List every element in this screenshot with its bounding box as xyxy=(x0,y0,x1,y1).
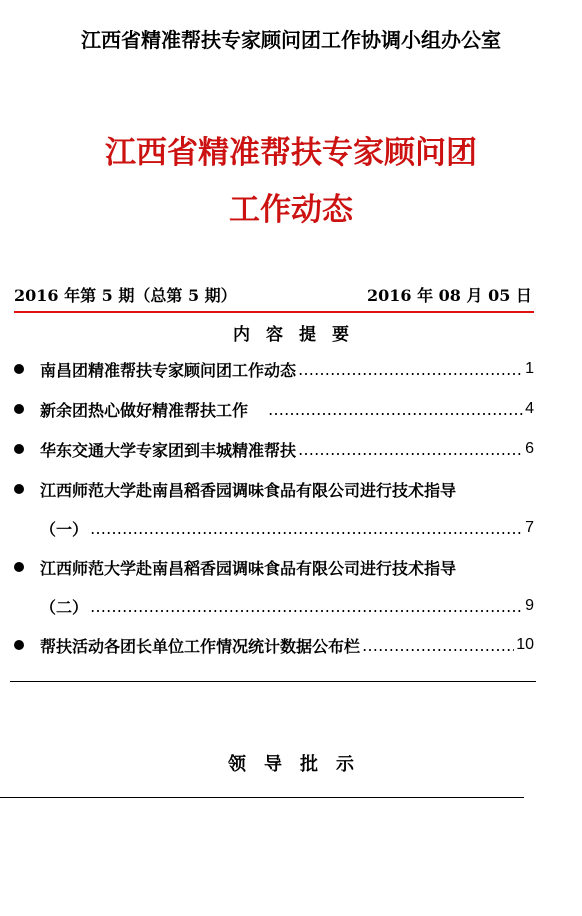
toc-page-number: 1 xyxy=(525,360,534,377)
issue-number: 2016 年第 5 期（总第 5 期） xyxy=(14,286,237,305)
toc-page-number: 9 xyxy=(525,597,534,614)
toc-item-title: 新余团热心做好精准帮扶工作 xyxy=(40,400,249,420)
toc-page-number: 7 xyxy=(525,519,534,536)
toc-item-title: 江西师范大学赴南昌稻香园调味食品有限公司进行技术指导 xyxy=(40,558,457,578)
toc-item[interactable] xyxy=(14,397,534,421)
bulletin-title-line1: 江西省精准帮扶专家顾问团 xyxy=(105,135,477,171)
toc-item[interactable] xyxy=(14,633,534,657)
dot-leader xyxy=(268,400,523,419)
toc-item-continuation[interactable] xyxy=(14,516,534,540)
toc-item-title: 华东交通大学专家团到丰城精准帮扶 xyxy=(40,440,297,460)
toc-item[interactable] xyxy=(14,437,534,461)
toc-item-suffix: （二） xyxy=(40,597,89,617)
issuing-office: 江西省精准帮扶专家顾问团工作协调小组办公室 xyxy=(81,28,501,52)
dot-leader xyxy=(90,519,523,538)
bulletin-title-line2: 工作动态 xyxy=(229,192,353,228)
bullet-icon xyxy=(14,562,24,572)
toc-item[interactable] xyxy=(14,555,534,579)
toc-page-number: 6 xyxy=(525,440,534,457)
bullet-icon xyxy=(14,444,24,454)
dot-leader xyxy=(362,636,514,655)
toc-page-number: 10 xyxy=(516,636,534,653)
red-divider xyxy=(14,311,534,313)
toc-item-continuation[interactable] xyxy=(14,594,534,618)
toc-item-suffix: （一） xyxy=(40,519,89,539)
toc-heading: 内容提要 xyxy=(233,325,365,345)
toc-item-title: 帮扶活动各团长单位工作情况统计数据公布栏 xyxy=(40,636,361,656)
toc-item[interactable] xyxy=(14,477,534,501)
bullet-icon xyxy=(14,640,24,650)
bullet-icon xyxy=(14,364,24,374)
toc-page-number: 4 xyxy=(525,400,534,417)
toc-item-title: 南昌团精准帮扶专家顾问团工作动态 xyxy=(40,360,297,380)
bullet-icon xyxy=(14,404,24,414)
toc-item[interactable] xyxy=(14,357,534,381)
bullet-icon xyxy=(14,484,24,494)
section-divider xyxy=(10,681,536,682)
toc-item-title: 江西师范大学赴南昌稻香园调味食品有限公司进行技术指导 xyxy=(40,480,457,500)
leader-instructions-heading: 领导批示 xyxy=(228,754,372,775)
dot-leader xyxy=(298,360,523,379)
section-divider xyxy=(0,797,524,798)
issue-date: 2016 年 08 月 05 日 xyxy=(367,286,532,305)
dot-leader xyxy=(298,440,523,459)
dot-leader xyxy=(90,597,523,616)
